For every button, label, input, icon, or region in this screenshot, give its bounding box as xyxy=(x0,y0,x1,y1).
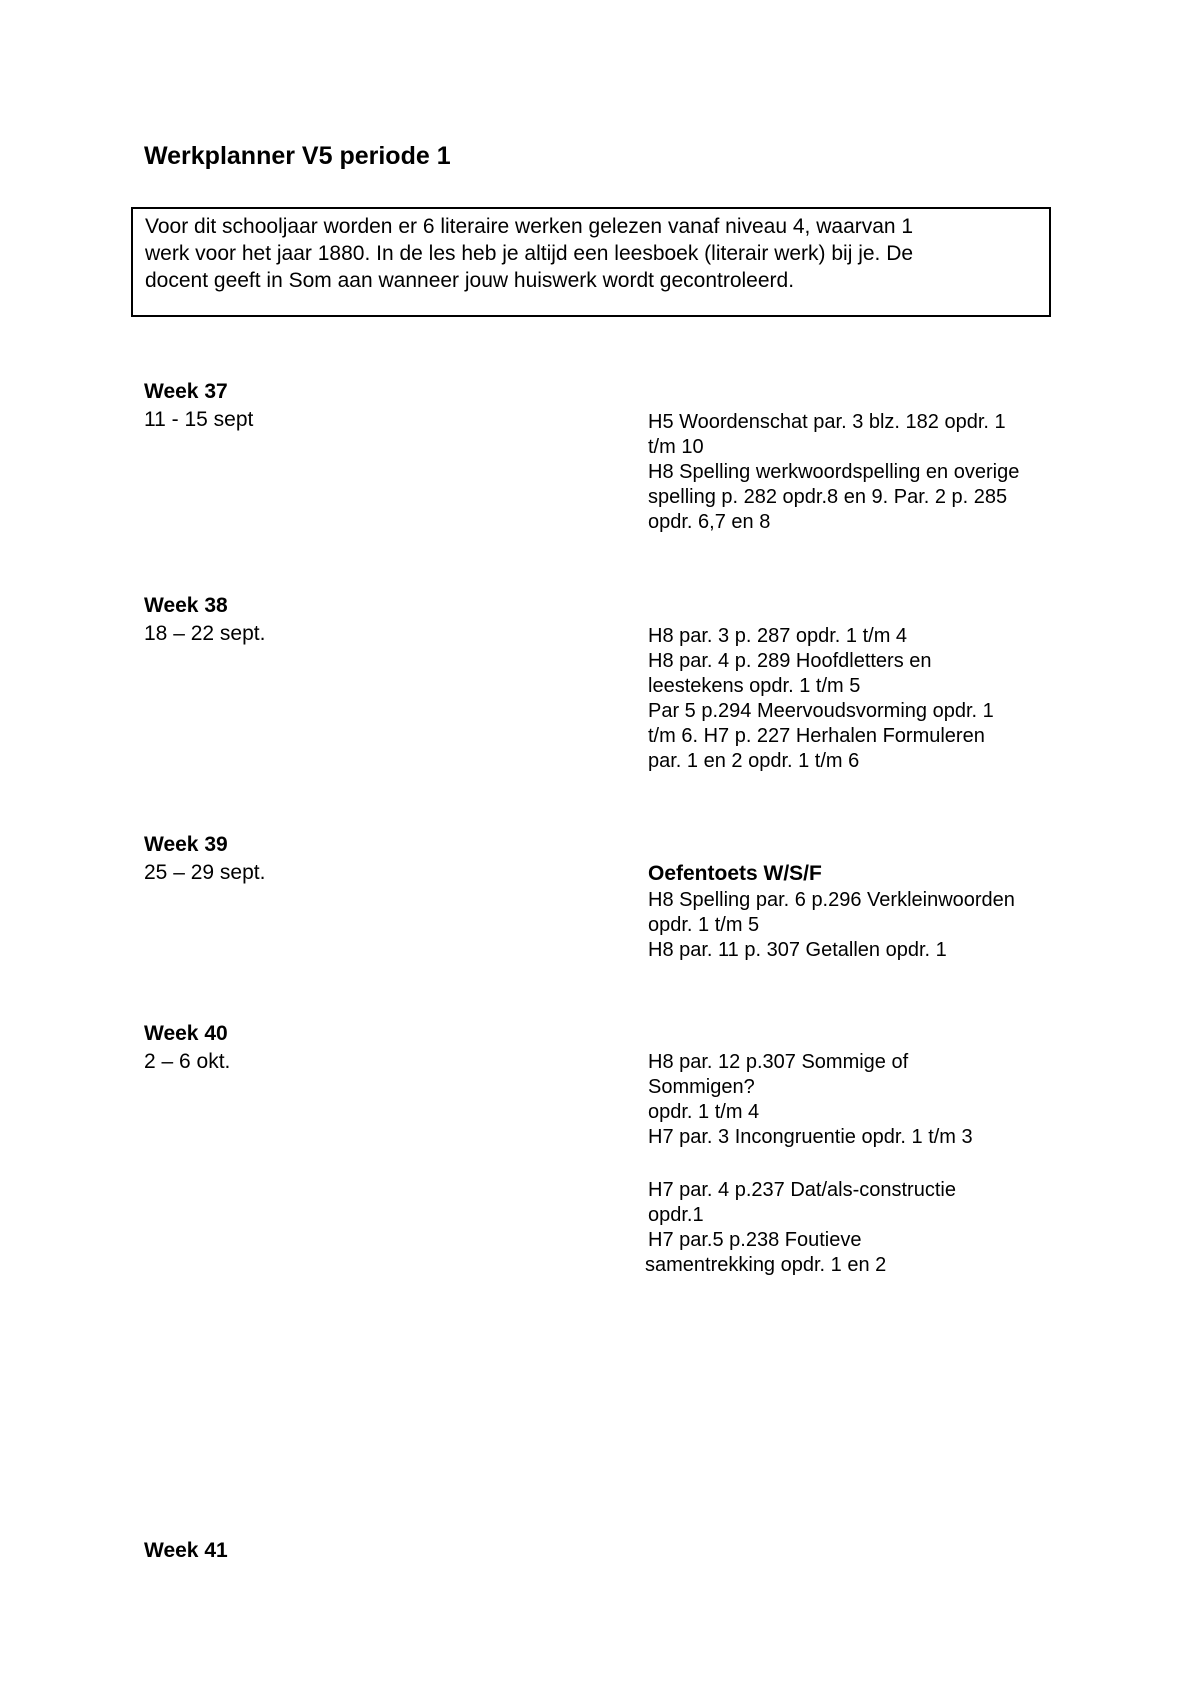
task-line: H8 Spelling par. 6 p.296 Verkleinwoorden xyxy=(648,889,1015,911)
week-38-dates: 18 – 22 sept. xyxy=(144,622,266,645)
page-title: Werkplanner V5 periode 1 xyxy=(144,142,451,170)
week-37-label: Week 37 xyxy=(144,380,228,403)
week-40-dates: 2 – 6 okt. xyxy=(144,1050,231,1073)
task-line: opdr. 1 t/m 5 xyxy=(648,914,760,936)
week-40-tasks-extra xyxy=(645,1178,1088,1278)
task-line: samentrekking opdr. 1 en 2 xyxy=(645,1254,887,1276)
intro-line: werk voor het jaar 1880. In de les heb je altijd een leesboek (literair werk) bij je. De xyxy=(145,242,914,265)
week-38-label: Week 38 xyxy=(144,594,228,617)
intro-box xyxy=(131,207,1051,317)
task-line: opdr. 1 t/m 4 xyxy=(648,1101,760,1123)
week-38-tasks xyxy=(648,624,1088,774)
week-40-tasks xyxy=(648,1050,1088,1150)
week-39-label: Week 39 xyxy=(144,833,228,856)
task-line: leestekens opdr. 1 t/m 5 xyxy=(648,675,861,697)
task-line: H7 par. 4 p.237 Dat/als-constructie xyxy=(648,1179,956,1201)
task-line: Par 5 p.294 Meervoudsvorming opdr. 1 xyxy=(648,700,994,722)
oefentoets-heading: Oefentoets W/S/F xyxy=(648,862,822,885)
week-37-tasks xyxy=(648,410,1088,535)
task-line: H8 par. 12 p.307 Sommige of xyxy=(648,1051,909,1073)
week-40-label: Week 40 xyxy=(144,1022,228,1045)
week-37-dates: 11 - 15 sept xyxy=(144,408,254,431)
task-line: t/m 10 xyxy=(648,436,704,458)
task-line: H7 par. 3 Incongruentie opdr. 1 t/m 3 xyxy=(648,1126,973,1148)
week-41-label: Week 41 xyxy=(144,1539,228,1562)
task-line: H8 par. 3 p. 287 opdr. 1 t/m 4 xyxy=(648,625,908,647)
task-line: spelling p. 282 opdr.8 en 9. Par. 2 p. 285 xyxy=(648,486,1008,508)
week-39-tasks xyxy=(648,861,1088,963)
task-line: H8 Spelling werkwoordspelling en overige xyxy=(648,461,1020,483)
task-line: Sommigen? xyxy=(648,1076,755,1098)
task-line: par. 1 en 2 opdr. 1 t/m 6 xyxy=(648,750,860,772)
task-line: opdr.1 xyxy=(648,1204,704,1226)
intro-line: docent geeft in Som aan wanneer jouw huiswerk wordt gecontroleerd. xyxy=(145,269,795,292)
task-line: t/m 6. H7 p. 227 Herhalen Formuleren xyxy=(648,725,985,747)
task-line: H5 Woordenschat par. 3 blz. 182 opdr. 1 xyxy=(648,411,1006,433)
task-line: H8 par. 4 p. 289 Hoofdletters en xyxy=(648,650,932,672)
task-line: opdr. 6,7 en 8 xyxy=(648,511,771,533)
task-line: H7 par.5 p.238 Foutieve xyxy=(648,1229,862,1251)
week-39-dates: 25 – 29 sept. xyxy=(144,861,266,884)
task-line: H8 par. 11 p. 307 Getallen opdr. 1 xyxy=(648,939,947,961)
intro-line: Voor dit schooljaar worden er 6 literaire werken gelezen vanaf niveau 4, waarvan 1 xyxy=(145,215,914,238)
intro-text xyxy=(145,213,1045,294)
